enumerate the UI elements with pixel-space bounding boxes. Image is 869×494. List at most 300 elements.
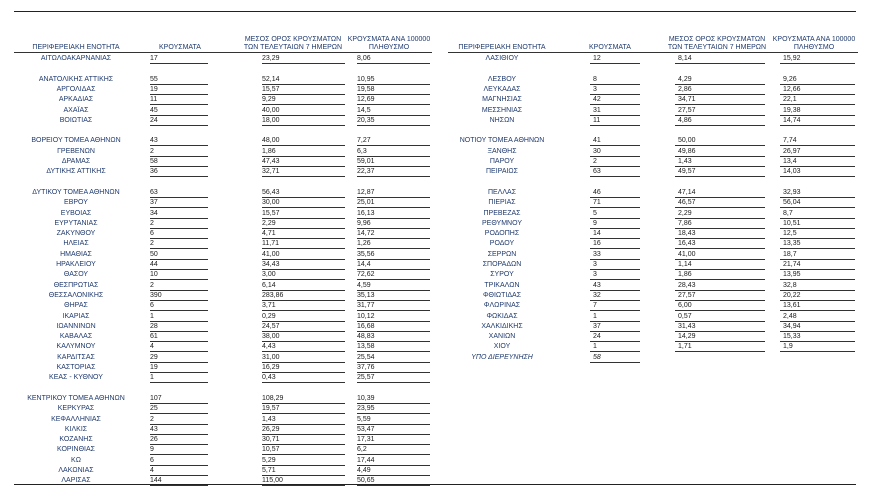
left_table-per100k-value: 35,56 [357,250,375,258]
left_table-cases-value: 107 [150,394,162,402]
right_table-cases-value: 11 [593,116,601,124]
left_table-cases-value: 43 [150,137,158,145]
left_table-per100k-value: 23,95 [357,405,375,413]
left_table-avg-value: 23,29 [262,55,280,62]
left_table-region-name: ΔΥΤΙΚΟΥ ΤΟΜΕΑ ΑΘΗΝΩΝ [32,188,120,196]
right_table-region-name: ΦΩΚΙΔΑΣ [486,312,518,320]
left_table-avg-value: 3,00 [262,271,276,279]
right_table-per100k-underline [780,125,855,126]
right_table-cases-underline [590,125,640,126]
left_table-avg-value: 19,57 [262,405,280,413]
right_table-per100k-value: 8,7 [783,209,793,217]
left_table-region-name: ΚΩ [71,456,81,464]
left_table-region-name: ΚΕΦΑΛΛΗΝΙΑΣ [51,415,101,423]
left_table-per100k-value: 22,37 [357,168,375,176]
right_table-cases-value: 12 [593,55,601,62]
left_table-cases-value: 1 [150,312,154,320]
left-header-cases: ΚΡΟΥΣΜΑΤΑ [159,44,201,51]
left_table-per100k-value: 37,76 [357,364,375,371]
left_table-cases-underline [150,434,208,435]
right_table-cases-underline [590,63,640,64]
right_table-cases-value: 33 [593,250,601,258]
left_table-cases-value: 28 [150,322,158,330]
right_table-avg-underline [675,63,765,64]
right_table-region-name: ΛΑΣΙΘΙΟΥ [485,55,519,62]
left_table-per100k-value: 17,31 [357,436,375,444]
left_table-avg-value: 2,29 [262,219,276,227]
right_table-cases-value: 43 [593,281,601,289]
right_table-per100k-value: 1,9 [783,343,793,351]
left_table-cases-value: 390 [150,291,162,299]
left_table-cases-value: 6 [150,456,154,464]
right_table-cases-underline [590,84,640,85]
right_table-avg-value: 1,71 [678,343,692,351]
left_table-region-name: ΑΡΚΑΔΙΑΣ [58,96,94,104]
top-rule [14,11,856,12]
left_table-cases-value: 55 [150,75,158,83]
left_table-region-name: ΖΑΚΥΝΘΟΥ [56,230,96,238]
left_table-avg-value: 283,86 [262,291,284,299]
right_table-avg-value: 28,43 [678,281,696,289]
right_table-avg-underline [675,351,765,352]
right_table-cases-value: 3 [593,271,597,279]
left_table-per100k-value: 4,49 [357,467,371,474]
left_table-region-name: ΗΜΑΘΙΑΣ [60,250,92,258]
left_table-avg-value: 16,29 [262,364,280,371]
right_table-per100k-value: 18,7 [783,250,797,258]
left_table-avg-value: 5,29 [262,456,276,464]
right-header-line [448,52,858,53]
right_table-per100k-value: 2,48 [783,312,797,320]
right_table-region-name: ΛΕΣΒΟΥ [487,75,517,83]
left_table-region-name: ΑΧΑΪΑΣ [63,106,89,114]
left_table-avg-value: 48,00 [262,137,280,145]
right_table-per100k-underline [780,63,855,64]
right_table-cases-value: 5 [593,209,597,217]
left_table-cases-value: 50 [150,250,158,258]
left_table-cases-value: 6 [150,230,154,238]
left_table-per100k-value: 10,39 [357,394,375,402]
left_table-avg-value: 30,00 [262,199,280,207]
left_table-avg-value: 18,00 [262,116,280,124]
left_table-avg-value: 0,43 [262,374,276,382]
left_table-avg-underline [262,63,345,64]
right_table-avg-value: 50,00 [678,137,696,145]
right_table-avg-value: 4,86 [678,116,692,124]
left_table-cases-underline [150,351,208,352]
right_table-region-name: ΝΟΤΙΟΥ ΤΟΜΕΑ ΑΘΗΝΩΝ [459,137,545,145]
left_table-region-name: ΚΕΑΣ - ΚΥΘΝΟΥ [49,374,103,382]
left_table-avg-underline [262,485,345,486]
left_table-cases-underline [150,454,208,455]
right_table-cases-value: 42 [593,96,601,104]
left_table-per100k-value: 14,5 [357,106,371,114]
left_table-per100k-value: 25,57 [357,374,375,382]
bottom-rule [14,484,856,485]
right_table-avg-value: 49,86 [678,147,696,155]
right_table-per100k-value: 21,74 [783,261,801,268]
left_table-avg-value: 15,57 [262,209,280,217]
left-header-per100k-line2: ΠΛΗΘΥΣΜΟ [368,44,410,51]
right_table-per100k-value: 26,97 [783,147,801,155]
left_table-region-name: ΘΕΣΠΡΩΤΙΑΣ [53,281,99,289]
right_table-avg-value: 2,86 [678,85,692,93]
right_table-region-name: ΧΑΛΚΙΔΙΚΗΣ [481,322,523,330]
left_table-cases-value: 17 [150,55,158,62]
right_table-cases-underline [590,269,640,270]
right-header-cases: ΚΡΟΥΣΜΑΤΑ [589,44,631,51]
left_table-cases-underline [150,310,208,311]
right_table-avg-value: 46,57 [678,199,696,207]
right_table-per100k-value: 15,92 [783,55,801,62]
left_table-region-name: ΕΒΡΟΥ [64,199,88,207]
left_table-avg-value: 56,43 [262,188,280,196]
right_table-cases-value: 63 [593,168,601,176]
left_table-per100k-value: 14,72 [357,230,375,238]
right_table-per100k-value: 34,94 [783,322,801,330]
left_table-cases-underline [150,362,208,363]
left_table-cases-underline [150,63,208,64]
right_table-cases-value: 3 [593,85,597,93]
left_table-cases-underline [150,300,208,301]
left_table-avg-value: 6,14 [262,281,276,289]
left_table-cases-underline [150,84,208,85]
left_table-avg-value: 0,29 [262,312,276,320]
left_table-cases-underline [150,145,208,146]
right_table-per100k-value: 14,03 [783,168,801,176]
right_table-cases-value: 14 [593,230,601,238]
left_table-region-name: ΕΥΡΥΤΑΝΙΑΣ [54,219,98,227]
left_table-cases-value: 144 [150,477,162,485]
right_table-cases-value: 24 [593,333,601,341]
left-header-avg-line1: ΜΕΣΟΣ ΟΡΟΣ ΚΡΟΥΣΜΑΤΩΝ [244,36,342,43]
left_table-avg-underline [262,176,345,177]
right_table-region-name: ΣΠΟΡΑΔΩΝ [482,261,522,268]
left_table-region-name: ΚΑΡΔΙΤΣΑΣ [57,353,95,361]
right_table-per100k-value: 13,35 [783,240,801,248]
right_table-avg-value: 31,43 [678,322,696,330]
left_table-avg-value: 11,71 [262,240,279,248]
left_table-cases-value: 34 [150,209,158,217]
left_table-avg-value: 47,43 [262,158,280,165]
right_table-per100k-value: 12,66 [783,85,801,93]
right_table-cases-value: 8 [593,75,597,83]
left_table-per100k-value: 7,27 [357,137,371,145]
right_table-region-name: ΧΑΝΙΩΝ [488,333,516,341]
right_table-per100k-value: 13,4 [783,158,797,165]
right_table-avg-value: 7,86 [678,219,692,227]
right-header-avg-line2: ΤΩΝ ΤΕΛΕΥΤΑΙΩΝ 7 ΗΜΕΡΩΝ [667,44,767,51]
left_table-cases-underline [150,403,208,404]
left_table-cases-value: 45 [150,106,158,114]
right_table-per100k-value: 9,26 [783,75,797,83]
left_table-per100k-value: 10,12 [357,312,375,320]
left_table-avg-value: 1,43 [262,415,276,423]
left_table-per100k-value: 16,13 [357,209,375,217]
right_table-cases-value: 2 [593,158,597,165]
left_table-cases-value: 29 [150,353,158,361]
right_table-per100k-underline [780,176,855,177]
left_table-cases-value: 61 [150,333,158,341]
left_table-per100k-value: 10,95 [357,75,375,83]
left_table-per100k-underline [357,176,430,177]
left_table-per100k-value: 13,58 [357,343,375,351]
left_table-region-name: ΑΡΓΟΛΙΔΑΣ [56,85,96,93]
right_table-per100k-value: 19,38 [783,106,801,114]
right-header-per100k-line2: ΠΛΗΘΥΣΜΟ [793,44,835,51]
left_table-per100k-value: 6,2 [357,446,367,454]
right_table-cases-value: 3 [593,261,597,268]
right_table-avg-value: 14,29 [678,333,696,341]
left_table-cases-underline [150,279,208,280]
left_table-avg-value: 34,43 [262,261,280,268]
left_table-cases-value: 2 [150,147,154,155]
left_table-avg-underline [262,125,345,126]
right_table-region-name: ΜΕΣΣΗΝΙΑΣ [481,106,523,114]
left_table-per100k-value: 12,87 [357,188,375,196]
left_table-region-name: ΙΚΑΡΙΑΣ [62,312,90,320]
right_table-region-name: ΠΕΙΡΑΙΩΣ [486,168,518,176]
left_table-per100k-value: 12,69 [357,96,375,104]
left_table-cases-value: 2 [150,219,154,227]
right_table-avg-value: 8,14 [678,55,692,62]
left_table-cases-value: 63 [150,188,158,196]
right_table-cases-underline [590,218,640,219]
left_table-per100k-value: 16,68 [357,322,375,330]
right_table-per100k-value: 13,61 [783,302,801,310]
right_table-avg-value: 2,29 [678,209,692,217]
left_table-avg-value: 5,71 [262,467,276,474]
right-header-per100k [770,36,858,52]
left_table-per100k-value: 53,47 [357,425,375,433]
right_table-cases-underline [590,300,640,301]
right-header-avg [662,36,772,52]
left_table-cases-underline [150,444,208,445]
left_table-region-name: ΚΑΣΤΟΡΙΑΣ [56,364,96,371]
right_table-region-name: ΣΥΡΟΥ [490,271,514,279]
left_table-cases-underline [150,372,208,373]
left_table-per100k-value: 50,65 [357,477,375,485]
right_table-region-name: ΡΕΘΥΜΝΟΥ [481,219,522,227]
left_table-avg-value: 31,00 [262,353,280,361]
left_table-region-name: ΑΝΑΤΟΛΙΚΗΣ ΑΤΤΙΚΗΣ [38,75,114,83]
left_table-cases-value: 36 [150,168,158,176]
right_table-region-name: ΧΙΟΥ [493,343,511,351]
right_table-cases-value: 16 [593,240,601,248]
left_table-cases-value: 26 [150,436,158,444]
left_table-region-name: ΚΙΛΚΙΣ [64,425,88,433]
left_table-cases-value: 10 [150,271,158,279]
left-header-line [14,52,432,53]
left_table-cases-underline [150,341,208,342]
right_table-avg-value: 47,14 [678,188,696,196]
right_table-cases-value: 31 [593,106,601,114]
right_table-cases-underline [590,341,640,342]
left_table-cases-underline [150,331,208,332]
left_table-avg-value: 15,57 [262,85,280,93]
left_table-avg-value: 26,29 [262,425,280,433]
right_table-region-name: ΛΕΥΚΑΔΑΣ [483,85,521,93]
right_table-per100k-value: 10,51 [783,219,801,227]
right_table-cases-value: 41 [593,137,601,145]
left_table-cases-underline [150,238,208,239]
right_table-per100k-value: 7,74 [783,137,797,145]
left_table-cases-value: 19 [150,364,158,371]
right-header-per100k-line1: ΚΡΟΥΣΜΑΤΑ ΑΝΑ 100000 [772,36,856,43]
left_table-avg-value: 32,71 [262,168,280,176]
left_table-per100k-underline [357,485,430,486]
right_table-region-name: ΡΟΔΟΥ [489,240,515,248]
left_table-region-name: ΕΥΒΟΙΑΣ [60,209,92,217]
left_table-region-name: ΛΑΚΩΝΙΑΣ [58,467,94,474]
left_table-cases-underline [150,413,208,414]
right_table-avg-value: 1,86 [678,271,692,279]
left_table-cases-value: 2 [150,240,154,248]
left_table-region-name: ΚΕΝΤΡΙΚΟΥ ΤΟΜΕΑ ΑΘΗΝΩΝ [27,394,125,402]
left_table-avg-value: 115,00 [262,477,283,485]
right_table-cases-value: 32 [593,291,601,299]
left_table-per100k-underline [357,145,430,146]
left_table-per100k-underline [357,382,430,383]
left_table-cases-underline [150,207,208,208]
left_table-cases-underline [150,218,208,219]
right_table-cases-underline [590,176,640,177]
left_table-cases-value: 4 [150,343,154,351]
left_table-avg-value: 3,71 [262,302,276,310]
right_table-cases-value: 9 [593,219,597,227]
left_table-per100k-underline [357,63,430,64]
right_table-cases-value: 37 [593,322,601,330]
left_table-per100k-value: 14,4 [357,261,371,268]
left_table-avg-value: 4,43 [262,343,276,351]
right_table-per100k-value: 32,93 [783,188,801,196]
left_table-cases-underline [150,228,208,229]
right_table-avg-underline [675,125,765,126]
right_table-region-name: ΥΠΟ ΔΙΕΡΕΥΝΗΣΗ [471,353,533,361]
left_table-per100k-value: 72,62 [357,271,375,279]
left_table-cases-underline [150,125,208,126]
left_table-cases-underline [150,197,208,198]
left_table-per100k-value: 9,96 [357,219,371,227]
left_table-avg-value: 52,14 [262,75,280,83]
right-header-avg-line1: ΜΕΣΟΣ ΟΡΟΣ ΚΡΟΥΣΜΑΤΩΝ [668,36,766,43]
right_table-per100k-value: 20,22 [783,291,801,299]
left_table-avg-value: 4,71 [262,230,276,238]
left_table-per100k-value: 59,01 [357,158,375,165]
right_table-region-name: ΣΕΡΡΩΝ [487,250,517,258]
right_table-cases-value: 1 [593,312,597,320]
right_table-region-name: ΝΗΣΩΝ [489,116,515,124]
right_table-per100k-value: 12,5 [783,230,797,238]
left_table-cases-underline [150,485,208,486]
left-header-avg [238,36,348,52]
left_table-per100k-value: 25,54 [357,353,375,361]
left_table-cases-underline [150,115,208,116]
left_table-cases-underline [150,259,208,260]
right_table-region-name: ΤΡΙΚΑΛΩΝ [484,281,520,289]
right_table-avg-value: 1,43 [678,158,692,165]
left_table-region-name: ΗΛΕΙΑΣ [63,240,89,248]
left_table-avg-underline [262,382,345,383]
left_table-region-name: ΒΟΙΩΤΙΑΣ [59,116,93,124]
right_table-avg-underline [675,176,765,177]
left_table-region-name: ΔΥΤΙΚΗΣ ΑΤΤΙΚΗΣ [46,168,106,176]
left_table-cases-value: 11 [150,96,158,104]
right-header-region: ΠΕΡΙΦΕΡΕΙΑΚΗ ΕΝΟΤΗΤΑ [458,44,546,51]
left_table-region-name: ΑΙΤΩΛΟΑΚΑΡΝΑΝΙΑΣ [40,55,112,62]
left-header-per100k [345,36,433,52]
right_table-avg-value: 18,43 [678,230,696,238]
left_table-cases-value: 6 [150,302,154,310]
left_table-cases-underline [150,465,208,466]
left_table-cases-value: 2 [150,415,154,423]
right_table-region-name: ΠΡΕΒΕΖΑΣ [483,209,521,217]
left_table-per100k-value: 25,01 [357,199,375,207]
left_table-region-name: ΚΟΖΑΝΗΣ [59,436,93,444]
right_table-per100k-value: 56,04 [783,199,801,207]
right_table-cases-value: 1 [593,343,597,351]
left_table-avg-value: 24,57 [262,322,280,330]
right_table-region-name: ΦΛΩΡΙΝΑΣ [483,302,521,310]
left_table-cases-value: 44 [150,261,158,268]
right_table-avg-value: 0,57 [678,312,692,320]
left_table-avg-value: 30,71 [262,436,280,444]
right_table-avg-value: 1,14 [678,261,692,268]
left_table-per100k-value: 1,26 [357,240,371,248]
right_table-cases-underline [590,310,640,311]
right_table-cases-underline [590,207,640,208]
right_table-region-name: ΜΑΓΝΗΣΙΑΣ [482,96,522,104]
left_table-avg-value: 10,57 [262,446,280,454]
left_table-region-name: ΘΑΣΟΥ [63,271,89,279]
left_table-per100k-value: 35,13 [357,291,375,299]
left_table-cases-underline [150,176,208,177]
right_table-region-name: ΠΙΕΡΙΑΣ [488,199,516,207]
right_table-avg-value: 49,57 [678,168,696,176]
left-header-avg-line2: ΤΩΝ ΤΕΛΕΥΤΑΙΩΝ 7 ΗΜΕΡΩΝ [243,44,343,51]
right_table-avg-value: 27,57 [678,291,696,299]
right_table-per100k-value: 22,1 [783,96,797,104]
left_table-cases-value: 37 [150,199,158,207]
left_table-region-name: ΗΡΑΚΛΕΙΟΥ [56,261,96,268]
right_table-avg-value: 6,00 [678,302,692,310]
right_table-avg-value: 41,00 [678,250,696,258]
left_table-avg-value: 108,29 [262,394,284,402]
left_table-avg-value: 40,00 [262,106,280,114]
left_table-region-name: ΓΡΕΒΕΝΩΝ [57,147,95,155]
right_table-region-name: ΠΑΡΟΥ [489,158,515,165]
left_table-region-name: ΔΡΑΜΑΣ [61,158,91,165]
right_table-cases-value: 71 [593,199,601,207]
left_table-per100k-value: 20,35 [357,116,375,124]
left_table-cases-underline [150,424,208,425]
left_table-cases-value: 1 [150,374,154,382]
right_table-per100k-value: 13,95 [783,271,801,279]
left_table-cases-value: 24 [150,116,158,124]
right_table-cases-value: 58 [593,353,601,361]
left_table-avg-value: 38,00 [262,333,280,341]
left_table-per100k-value: 6,3 [357,147,367,155]
left_table-region-name: ΘΕΣΣΑΛΟΝΙΚΗΣ [48,291,104,299]
left_table-per100k-value: 48,83 [357,333,375,341]
left_table-cases-underline [150,321,208,322]
left_table-cases-value: 9 [150,446,154,454]
left_table-per100k-value: 5,59 [357,415,371,423]
left_table-region-name: ΚΑΒΑΛΑΣ [59,333,93,341]
left_table-region-name: ΚΕΡΚΥΡΑΣ [57,405,95,413]
right_table-per100k-value: 14,74 [783,116,801,124]
left_table-per100k-value: 8,06 [357,55,371,62]
